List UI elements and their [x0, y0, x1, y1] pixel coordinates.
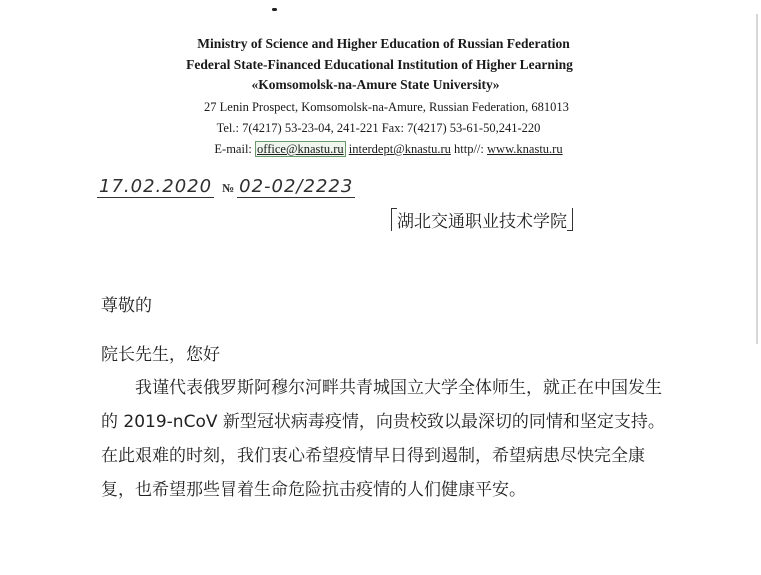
header-contacts — [8, 142, 761, 157]
header-university-name: «Komsomolsk-na-Amure State University» — [251, 77, 500, 92]
recipient-block — [391, 207, 573, 232]
header-address: 27 Lenin Prospect, Komsomolsk-na-Amure, Russian Federation, 681013 — [204, 100, 569, 114]
website-link[interactable]: www.knastu.ru — [487, 142, 563, 156]
number-sign: № — [222, 181, 236, 195]
handwritten-number: 02-02/2223 — [239, 176, 354, 197]
web-label: http//: — [450, 142, 488, 156]
ink-dot — [272, 8, 277, 11]
email-label: E-mail: — [214, 142, 256, 156]
salutation-line2: 院长先生，您好 — [101, 345, 220, 365]
recipient-name: 湖北交通职业技术学院 — [397, 212, 567, 232]
bracket-right — [567, 208, 573, 231]
header-institution-type: Federal State-Financed Educational Institution of Higher Learning — [186, 57, 573, 72]
salutation-line1: 尊敬的 — [101, 296, 152, 316]
email-link-interdept[interactable]: interdept@knastu.ru — [348, 142, 451, 156]
email-link-office[interactable]: office@knastu.ru — [257, 142, 344, 156]
header-phones: Tel.: 7(4217) 53-23-04, 241-221 Fax: 7(4217) 53-61-50,241-220 — [216, 121, 541, 135]
handwritten-date: 17.02.2020 — [99, 176, 213, 197]
handwritten-reference — [97, 176, 355, 197]
header-ministry: Ministry of Science and Higher Education of Russian Federation — [197, 36, 570, 51]
letter-body: 我谨代表俄罗斯阿穆尔河畔共青城国立大学全体师生，就正在中国发生的 2019-nCoV 新型冠状病毒疫情，向贵校致以最深切的同情和坚定支持。在此艰难的时刻，我们衷心希望疫情早日得到遏制，希望病患尽快完全康复，也希望那些冒着生命危险抗击疫情的人们健康平安。 — [101, 378, 665, 500]
